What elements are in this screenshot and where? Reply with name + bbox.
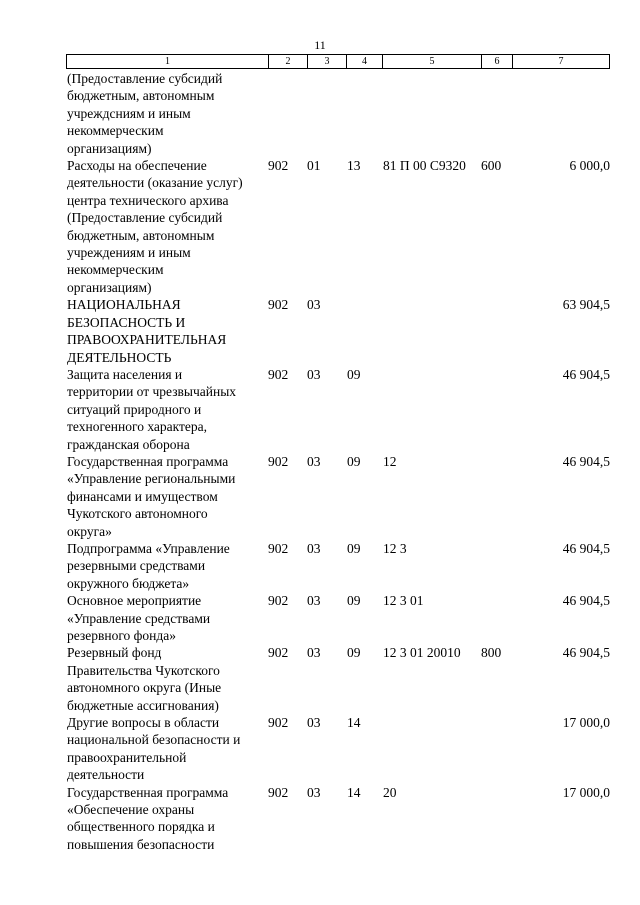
description-line: ПРАВООХРАНИТЕЛЬНАЯ	[67, 332, 227, 348]
section-code: 03	[307, 453, 321, 469]
description-line: территории от чрезвычайных	[67, 384, 237, 400]
description-line: «Обеспечение охраны	[67, 802, 195, 818]
description-line: деятельности	[67, 767, 145, 783]
row-description	[67, 157, 267, 296]
table-row	[0, 366, 640, 453]
description-line: Чукотского автономного	[67, 506, 208, 522]
description-line: гражданская оборона	[67, 436, 190, 452]
description-line: бюджетные ассигнования)	[67, 697, 219, 713]
target-article-code: 12 3 01 20010	[383, 645, 461, 661]
column-header-2: 2	[268, 55, 307, 68]
description-line: (Предоставление субсидий	[67, 210, 223, 226]
description-line: округа»	[67, 523, 112, 539]
description-line: организациям)	[67, 279, 152, 295]
table-row	[0, 453, 640, 540]
description-line: Расходы на обеспечение	[67, 158, 207, 174]
ministry-code: 902	[268, 453, 289, 469]
description-line: (Предоставление субсидий	[67, 71, 223, 86]
column-header-5: 5	[382, 55, 481, 68]
ministry-code: 902	[268, 158, 289, 174]
column-header-6: 6	[481, 55, 512, 68]
description-line: правоохранительной	[67, 749, 187, 765]
description-line: резервного фонда»	[67, 628, 176, 643]
column-header-1: 1	[165, 56, 170, 67]
page-number: 11	[314, 38, 326, 52]
description-line: Резервный фонд	[67, 645, 162, 661]
description-line: НАЦИОНАЛЬНАЯ	[67, 297, 181, 313]
subsection-code: 09	[347, 540, 361, 556]
row-description	[67, 784, 267, 854]
description-line: Другие вопросы в области	[67, 715, 220, 731]
section-code: 03	[307, 784, 321, 800]
description-line: общественного порядка и	[67, 819, 215, 835]
description-line: резервными средствами	[67, 558, 206, 574]
description-line: Основное мероприятие	[67, 593, 202, 609]
subsection-code: 14	[347, 784, 361, 800]
target-article-code: 12	[383, 453, 397, 469]
table-row	[0, 784, 640, 854]
subsection-code: 13	[347, 158, 361, 174]
section-code: 03	[307, 645, 321, 661]
subsection-code: 14	[347, 715, 361, 731]
table-header	[66, 54, 610, 69]
row-description	[67, 70, 267, 157]
column-header-7: 7	[512, 55, 609, 68]
subsection-code: 09	[347, 645, 361, 661]
description-line: учреждениям и иным	[67, 245, 191, 261]
ministry-code: 902	[268, 297, 289, 313]
subsection-code: 09	[347, 453, 361, 469]
row-description	[67, 714, 267, 784]
target-article-code: 12 3	[383, 540, 407, 556]
ministry-code: 902	[268, 540, 289, 556]
description-line: Правительства Чукотского	[67, 662, 220, 678]
description-line: Подпрограмма «Управление	[67, 540, 230, 556]
table-row	[0, 592, 640, 644]
subsection-code: 09	[347, 366, 361, 382]
expense-type-code: 800	[481, 645, 502, 661]
description-line: ДЕЯТЕЛЬНОСТЬ	[67, 349, 172, 365]
target-article-code: 81 П 00 С9320	[383, 158, 466, 174]
description-line: Защита населения и	[67, 366, 183, 382]
description-line: национальной безопасности и	[67, 732, 241, 748]
table-body	[0, 70, 640, 853]
description-line: финансами и имуществом	[67, 488, 218, 504]
amount: 46 904,5	[562, 453, 610, 469]
description-line: некоммерческим	[67, 262, 164, 278]
description-line: организациям)	[67, 140, 152, 156]
ministry-code: 902	[268, 593, 289, 609]
description-line: некоммерческим	[67, 123, 164, 139]
section-code: 03	[307, 297, 321, 313]
row-description	[67, 366, 267, 453]
row-description	[67, 540, 267, 592]
description-line: центра технического архива	[67, 192, 229, 208]
subsection-code: 09	[347, 593, 361, 609]
row-description	[67, 453, 267, 540]
description-line: «Управление средствами	[67, 610, 211, 626]
description-line: бюджетным, автономным	[67, 227, 215, 243]
row-description	[67, 592, 267, 644]
table-row	[0, 540, 640, 592]
column-header-4: 4	[346, 55, 382, 68]
description-line: техногенного характера,	[67, 419, 208, 435]
table-row	[0, 296, 640, 366]
table-row	[0, 714, 640, 784]
section-code: 01	[307, 158, 321, 174]
description-line: Государственная программа	[67, 784, 229, 800]
section-code: 03	[307, 540, 321, 556]
description-line: ситуаций природного и	[67, 401, 202, 417]
amount: 17 000,0	[562, 715, 610, 731]
description-line: деятельности (оказание услуг)	[67, 175, 243, 191]
column-header-3: 3	[307, 55, 346, 68]
row-description	[67, 644, 267, 714]
section-code: 03	[307, 715, 321, 731]
ministry-code: 902	[268, 366, 289, 382]
description-line: БЕЗОПАСНОСТЬ И	[67, 314, 186, 330]
description-line: бюджетным, автономным	[67, 88, 215, 104]
section-code: 03	[307, 366, 321, 382]
description-line: окружного бюджета»	[67, 575, 190, 591]
table-row	[0, 644, 640, 714]
expense-type-code: 600	[481, 158, 502, 174]
description-line: «Управление региональными	[67, 471, 236, 487]
ministry-code: 902	[268, 715, 289, 731]
table-row	[0, 70, 640, 157]
target-article-code: 20	[383, 784, 397, 800]
table-row	[0, 157, 640, 296]
amount: 6 000,0	[569, 158, 610, 174]
row-description	[67, 296, 267, 366]
target-article-code: 12 3 01	[383, 593, 424, 609]
amount: 46 904,5	[562, 593, 610, 609]
description-line: Государственная программа	[67, 453, 229, 469]
amount: 17 000,0	[562, 784, 610, 800]
amount: 46 904,5	[562, 366, 610, 382]
description-line: повышения безопасности	[67, 836, 215, 852]
amount: 63 904,5	[562, 297, 610, 313]
amount: 46 904,5	[562, 645, 610, 661]
amount: 46 904,5	[562, 540, 610, 556]
description-line: учреждсниям и иным	[67, 105, 191, 121]
ministry-code: 902	[268, 784, 289, 800]
description-line: автономного округа (Иные	[67, 680, 222, 696]
ministry-code: 902	[268, 645, 289, 661]
section-code: 03	[307, 593, 321, 609]
